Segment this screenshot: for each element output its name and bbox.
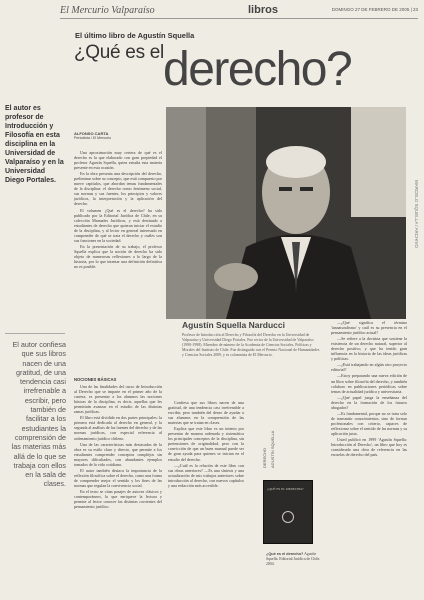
- body-column-2: [74, 374, 162, 596]
- book-cover: [263, 480, 313, 544]
- headline-line-2: derecho?: [163, 43, 352, 96]
- book-caption-text: Agustín Squella. Editorial Jurídica de Chile. 2004.: [266, 552, 321, 566]
- body-paragraph: Una de las finalidades del curso de Introducción al Derecho que se imparte en el primer año de la carrera, es presentar a los alumnos las nociones básicas de la disciplina, es decir, aquellas que les permitirán avanzar en el estudio de las distintas ramas jurídicas.: [74, 384, 162, 415]
- body-paragraph: —¿Qué papel juega la enseñanza del derecho en la formación de los futuros abogados?: [331, 394, 407, 410]
- body-paragraph: —Es fundamental, porque no se trata solo de transmitir conocimientos, sino de formar profesionales con criterio, capaces de reflexionar sobre el sentido de las normas y su aplicación justa.: [331, 410, 407, 436]
- body-paragraph: El libro está dividido en dos partes principales: la primera está dedicada al derecho en general, y la segunda al análisis de las fuentes del derecho y de las normas jurídicas, con especial referencia al ordenamiento jurídico chileno.: [74, 415, 162, 441]
- author-caption: [166, 320, 326, 388]
- byline-author: ALFONSO CARTA: [74, 131, 109, 136]
- book-cover-title: ¿QUÉ ES EL DERECHO?: [267, 487, 304, 491]
- photo-credit-text: MARCELO SQUELLA / ARCHIVO: [414, 180, 419, 249]
- headline-kicker: El último libro de Agustín Squella: [75, 31, 195, 40]
- author-photo-image: [166, 107, 406, 319]
- byline-role: Periodista / El Mercurio: [74, 136, 112, 140]
- masthead: [60, 6, 418, 19]
- headline-line-1: ¿Qué es el: [74, 42, 164, 63]
- photo-credit: [410, 180, 420, 330]
- body-paragraph: —¿Cuál es la relación de este libro con sus obras anteriores? —Es una síntesis y una actualización de mis trabajos anteriores sobre introducción al derecho, con nuevos capítulos y una redacción más accesible.: [168, 462, 244, 488]
- body-paragraph: Confiesa que sus libros nacen de una gratitud, de una tendencia casi irrefrenable a escribir, pero también del deseo de ayudar a sus alumnos en la comprensión de las materias que se tratan en clases.: [168, 400, 244, 426]
- intro-blurb: El autor es profesor de Introducción y Filosofía en esta disciplina en la Universidad de Valparaíso y en la Universidad Diego Portales.: [5, 105, 64, 184]
- publisher-logo-icon: [282, 511, 294, 523]
- divider: [5, 333, 65, 334]
- body-paragraph: Usted publicó en 1999 'Agustín Squella: Introducción al Derecho', un libro que hoy es considerado una obra de referencia en las escuelas de derecho del país.: [331, 437, 407, 458]
- subhead: NOCIONES BÁSICAS: [74, 377, 117, 382]
- byline: [74, 131, 164, 141]
- body-paragraph: Explica que este libro es un intento por presentar de manera ordenada y sistemática los principales conceptos de la disciplina, sin pretensiones de originalidad, pero con la convicción de que un buen manual puede ser de gran ayuda para quienes se inician en el estudio del derecho.: [168, 426, 244, 462]
- body-column-4: [331, 320, 407, 596]
- pull-quote: El autor confiesa que sus libros nacen de una gratitud, de una tendencia casi irrefrenable a escribir, pero también de facilitar a los estudiantes la comprensión de las materias más allá de lo que se trabaja con ellos en la sala de clases.: [11, 340, 66, 489]
- body-paragraph: —¿Está trabajando en algún otro proyecto editorial?: [331, 362, 407, 373]
- body-paragraph: Una aproximación muy certera de qué es el derecho es la que elaborado con gran propiedad el profesor Agustín Squella, quien estudia esta materia presente en esta ocasión.: [74, 150, 162, 171]
- body-paragraph: —¿Qué significa el término 'iusnaturalismo' y cuál es su presencia en el pensamiento jurídico actual?: [331, 320, 407, 336]
- author-bio: Profesor de Introducción al Derecho y Filosofía del Derecho en la Universidad de Valparaíso y Universidad Diego Portales. Fue rector de la Universidad de Valparaíso (1990-1998). Miembro de número de la Academia de Ciencias Sociales, Políticas y Morales del Instituto de Chile. Fue distinguido con el Premio Nacional de Humanidades y Ciencias Sociales 2009, y es columnista de El Mercurio.: [182, 333, 320, 357]
- newspaper-name: El Mercurio Valparaíso: [60, 5, 155, 16]
- author-photo: [166, 107, 406, 319]
- book-caption-title: ¿Qué es el derecho?: [266, 552, 304, 556]
- body-column-3: [168, 400, 244, 596]
- body-paragraph: En la presentación de su trabajo, el profesor Squella explica que la noción de derecho ha sido objeto de numerosas reflexiones a lo largo de la historia, por lo que intentar una definición definitiva no es posible.: [74, 243, 162, 270]
- book-label-line-2: AGUSTÍN SQUELLA: [270, 430, 275, 468]
- body-paragraph: —Se refiere a la doctrina que sostiene la existencia de un derecho natural, superior al derecho positivo, y que ha tenido gran influencia en la historia de las ideas jurídicas y políticas.: [331, 336, 407, 362]
- author-name: Agustín Squella Narducci: [182, 320, 285, 330]
- body-paragraph: En el texto se citan pasajes de autores clásicos y contemporáneos, lo que enriquece la lectura y permite al lector conocer las distintas corrientes del pensamiento jurídico.: [74, 488, 162, 510]
- body-paragraph: En la obra presenta una descripción del derecho, preliminar sobre su concepto, que está compuesto por nueve capítulos, que abordan temas fundamentales de la disciplina: el derecho como fenómeno social, sus normas y sus fuentes, los principios y valores jurídicos, la interpretación y la aplicación del derecho.: [74, 171, 162, 207]
- book-caption: [266, 552, 324, 566]
- body-paragraph: —Estoy preparando una nueva edición de un libro sobre filosofía del derecho, y también colaboro en publicaciones periódicas sobre temas de actualidad jurídica y universitaria.: [331, 373, 407, 394]
- body-paragraph: El autor también destaca la importancia de la reflexión filosófica sobre el derecho, como una forma de comprender mejor el sentido y los fines de las normas que regulan la convivencia social.: [74, 467, 162, 488]
- body-paragraph: Una de las características más destacadas de la obra es su estilo claro y directo, que permite a los estudiantes comprender conceptos complejos sin mayores dificultades, con abundantes ejemplos tomados de la vida cotidiana.: [74, 441, 162, 467]
- section-name: libros: [248, 4, 278, 16]
- book-label-line-1: DERECHO: [262, 447, 267, 468]
- issue-date: DOMINGO 27 DE FEBRERO DE 2005 | 23: [331, 7, 418, 12]
- body-paragraph: El volumen ¿Qué es el derecho? ha sido publicado por la Editorial Jurídica de Chile, en su colección Manuales Jurídicos, y está destinado a estudiantes de derecho que quieran iniciar el estudio de la disciplina, y al lector en general interesado en comprender de qué se trata el derecho y cuáles son sus funciones en la sociedad.: [74, 207, 162, 243]
- body-column-1: [74, 150, 162, 350]
